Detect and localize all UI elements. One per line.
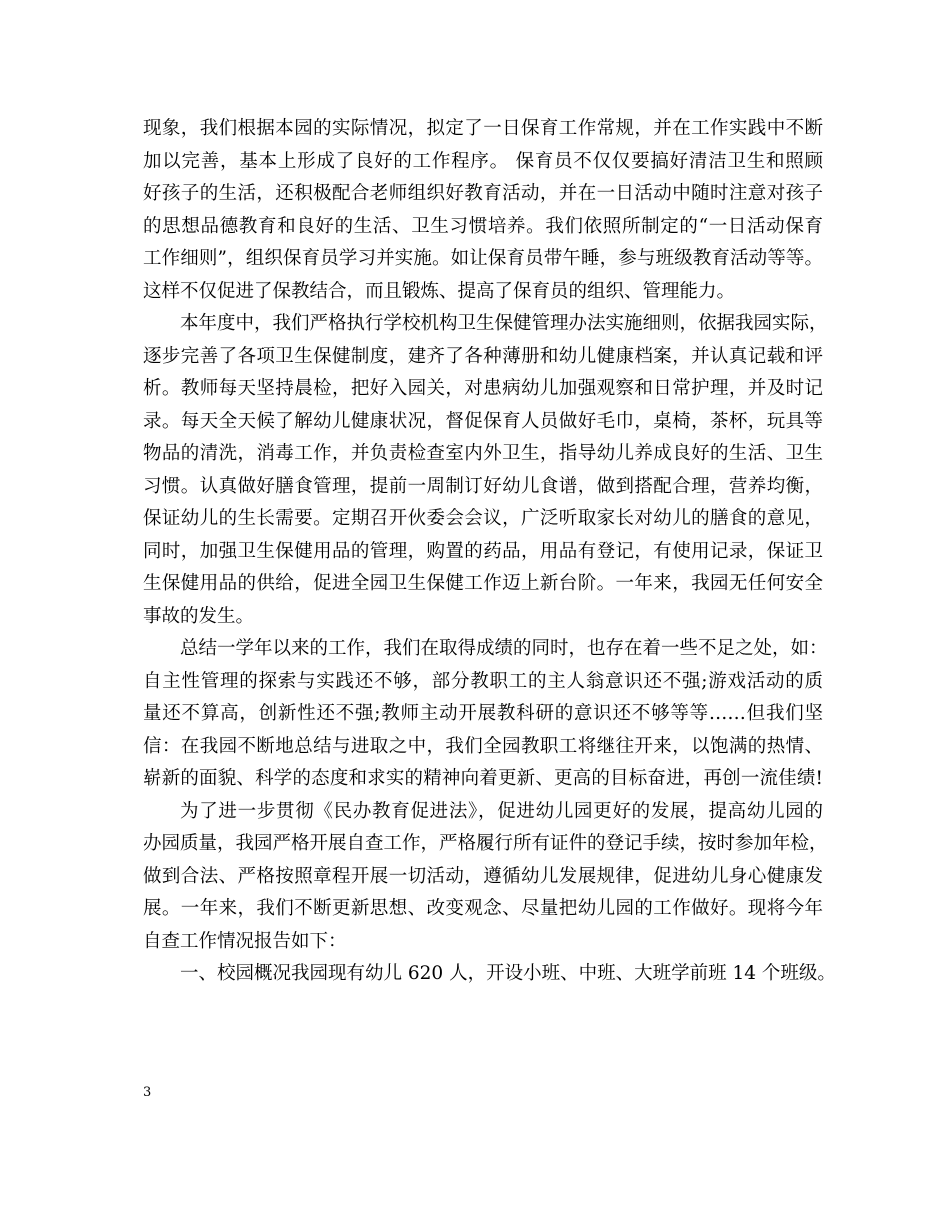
text-line: 逐步完善了各项卫生保健制度，建齐了各种薄册和幼儿健康档案，并认真记载和评 bbox=[143, 345, 823, 367]
text-line: 为了进一步贯彻《民办教育促进法》，促进幼儿园更好的发展，提高幼儿园的 bbox=[180, 800, 823, 822]
text-line: 现象，我们根据本园的实际情况，拟定了一日保育工作常规，并在工作实践中不断 bbox=[143, 118, 823, 139]
text-line: 工作细则”，组织保育员学习并实施。如让保育员带午睡，参与班级教育活动等等。 bbox=[143, 248, 823, 269]
text-line: 总结一学年以来的工作，我们在取得成绩的同时，也存在着一些不足之处，如： bbox=[180, 638, 828, 659]
text-line: 保证幼儿的生长需要。定期召开伙委会会议，广泛听取家长对幼儿的膳食的意见， bbox=[143, 508, 823, 529]
text-line: 生保健用品的供给，促进全园卫生保健工作迈上新台阶。一年来，我园无任何安全 bbox=[143, 573, 823, 594]
text-line: 量还不算高，创新性还不强;教师主动开展教科研的意识还不够等等……但我们坚 bbox=[143, 703, 823, 724]
document-body bbox=[143, 113, 836, 991]
text-line: 习惯。认真做好膳食管理，提前一周制订好幼儿食谱，做到搭配合理，营养均衡， bbox=[143, 475, 823, 497]
text-line: 录。每天全天候了解幼儿健康状况，督促保育人员做好毛巾，桌椅，茶杯，玩具等 bbox=[143, 410, 823, 432]
text-line: 好孩子的生活，还积极配合老师组织好教育活动，并在一日活动中随时注意对孩子 bbox=[143, 183, 823, 204]
text-line: 本年度中，我们严格执行学校机构卫生保健管理办法实施细则，依据我园实际， bbox=[180, 313, 828, 334]
text-line: 同时，加强卫生保健用品的管理，购置的药品，用品有登记，有使用记录，保证卫 bbox=[143, 540, 823, 562]
text-line: 析。教师每天坚持晨检，把好入园关，对患病幼儿加强观察和日常护理，并及时记 bbox=[143, 378, 823, 399]
text-line: 信：在我园不断地总结与进取之中，我们全园教职工将继往开来，以饱满的热情、 bbox=[143, 735, 823, 757]
text-line: 办园质量，我园严格开展自查工作，严格履行所有证件的登记手续，按时参加年检， bbox=[143, 833, 828, 854]
text-line: 加以完善，基本上形成了良好的工作程序。 保育员不仅仅要搞好清洁卫生和照顾 bbox=[143, 150, 823, 172]
text-line: 事故的发生。 bbox=[143, 605, 255, 627]
text-line: 自主性管理的探索与实践还不够，部分教职工的主人翁意识还不强;游戏活动的质 bbox=[143, 670, 823, 692]
text-line: 一、校园概况我园现有幼儿 620 人，开设小班、中班、大班学前班 14 个班级。 bbox=[180, 963, 836, 984]
text-line: 物品的清洗，消毒工作，并负责检查室内外卫生，指导幼儿养成良好的生活、卫生 bbox=[143, 443, 823, 464]
text-line: 自查工作情况报告如下： bbox=[143, 930, 347, 952]
text-line: 展。一年来，我们不断更新思想、改变观念、尽量把幼儿园的工作做好。现将今年 bbox=[143, 898, 823, 919]
page-number: 3 bbox=[143, 1085, 152, 1100]
text-line: 的思想品德教育和良好的生活、卫生习惯培养。我们依照所制定的“一日活动保育 bbox=[143, 215, 823, 237]
text-line: 做到合法、严格按照章程开展一切活动，遵循幼儿发展规律，促进幼儿身心健康发 bbox=[143, 865, 823, 887]
text-line: 崭新的面貌、科学的态度和求实的精神向着更新、更高的目标奋进，再创一流佳绩! bbox=[143, 768, 823, 789]
text-line: 这样不仅促进了保教结合，而且锻炼、提高了保育员的组织、管理能力。 bbox=[143, 280, 736, 302]
